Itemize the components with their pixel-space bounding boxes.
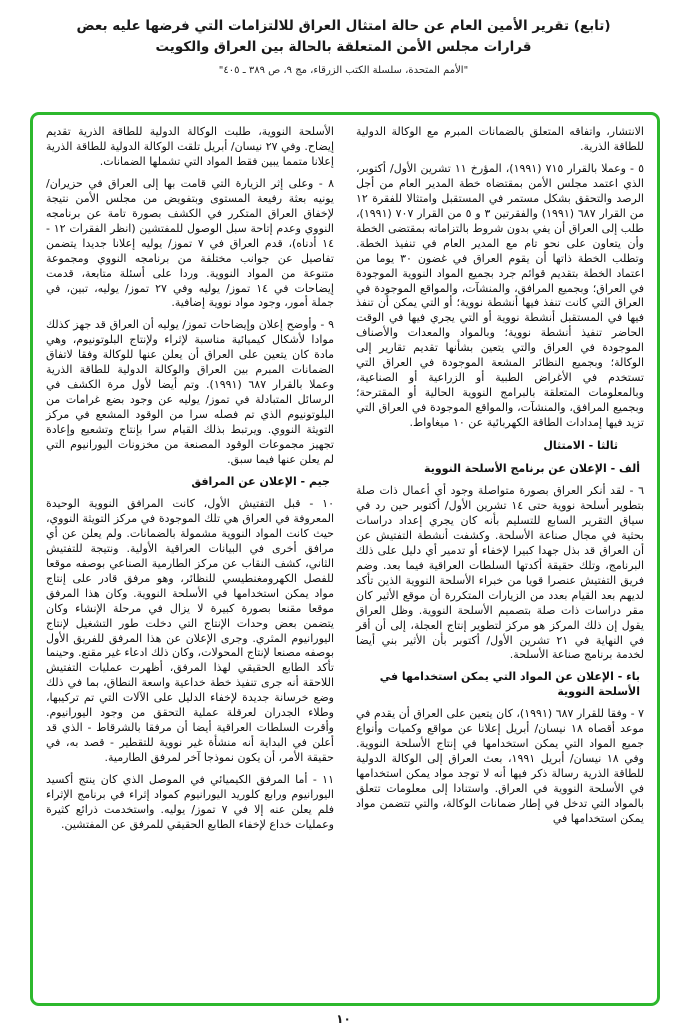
- report-source-citation: "الأمم المتحدة، سلسلة الكتب الزرقاء، مج ٩، ص ٣٨٩ ـ ٤٠٥": [218, 64, 469, 76]
- right-column: [356, 125, 644, 995]
- two-column-layout: [46, 125, 644, 995]
- document-header: [0, 0, 687, 76]
- section-heading-compliance: ثالثا - الامتثال: [543, 439, 618, 453]
- paragraph-8: ٨ - وعلى إثر الزيارة التي قامت بها إلى العراق في حزيران/ يونيه بعثة رفيعة المستوى وبتفويض من مجلس الأمن نتيجة لإخفاق العراق المتكرر في الكشف بصورة تامة عن برنامجه النووي وعدم إتاحة سبل الوصول للمفتشين (انظر الفقرات ١٢ - ١٤ أدناه)، قدم العراق في ٧ تموز/ يوليه إعلانا جديدا يتضمن تفاصيل عن جوانب مختلفة من برنامجه النووي ومجموعة متنوعة من المواد النووية. وردا على أسئلة متابعة، قدمت إيضاحات في ١٤ تموز/ يوليه وفي ٢٧ تموز/ يوليه، تبين، في جملة أمور، وجود مواد نووية إضافية.: [46, 176, 334, 310]
- paragraph-5: ٥ - وعملا بالقرار ٧١٥ (١٩٩١)، المؤرخ ١١ تشرين الأول/ أكتوبر، الذي اعتمد مجلس الأمن بمقتضاه خطة المدير العام من أجل الرصد والتحقق بشكل مستمر في المستقبل وامتثالا للفقرة ١٢ من القرار ٦٨٧ (١٩٩١) والفقرتين ٣ و ٥ من القرار ٧٠٧ (١٩٩١)، طلب إلى العراق أن يفي بدون شروط بالتزاماته بمقتضى الخطة وأن يتعاون على نحو تام مع المدير العام في تنفيذ الخطة. وتطلب الخطة ذاتها أن يقوم العراق في غضون ٣٠ يوما من اعتماد الخطة بتقديم قوائم جرد بجميع المواد النووية الموجودة في العراق؛ وبجميع المرافق، والمنشآت، والمواقع الموجودة في العراق التي كانت تنفذ فيها أنشطة نووية؛ أو التي يمكن أن تنفذ فيها في المستقبل أنشطة نووية أو التي يجري فيها في الوقت الحاضر تنفيذ أنشطة نووية؛ وبالمواد والمعدات والأصناف الموجودة في العراق والتي يتعين بشأنها تقديم تقارير إلى الوكالة؛ وبجميع النظائر المشعة الموجودة في العراق التي تستخدم في الأغراض الطبية أو الزراعية أو الصناعية، وبالمعلومات المتعلقة بالبرامج النووية الحالية أو المقترحة؛ وبجميع المرافق، والمنشآت، والمواقع الموجودة في العراق التي تزيد فيها إمدادات الطاقة الكهربائية عن ١٠ ميغاواط.: [356, 161, 645, 430]
- report-title-line-1: (تابع) تقرير الأمين العام عن حالة امتثال العراق للالتزامات التي فرضها عليه بعض: [76, 18, 611, 34]
- subsection-heading-alif: ألف - الإعلان عن برنامج الأسلحة النووية: [424, 462, 640, 476]
- page-number: ١٠: [336, 1012, 351, 1026]
- left-column: [46, 125, 334, 995]
- paragraph-9: ٩ - وأوضح إعلان وإيضاحات تموز/ يوليه أن العراق قد جهز كذلك موادا لأشكال كيميائية مناسبة لإثراء ولإنتاج البلوتونيوم، وهي مادة كان يتعين على العراق أن يعلن عنها للوكالة وفقا لاتفاق الضمانات المبرم بين العراق والوكالة الدولية للطاقة الذرية وعملا بالقرار ٦٨٧ (١٩٩١). وتم أيضا لأول مرة الكشف في الرسائل المتبادلة في تموز/ يوليه عن وجود بضع غرامات من البلوتونيوم الذي تم فصله سرا من الوقود المشعع في مركز التويثة النووي. ويرتبط بذلك القيام سرا بإنتاج وتشعيع وإعادة تجهيز مجموعات الوقود المصنعة من مخزونات اليورانيوم التي لم يعلن عنها فيما سبق.: [46, 318, 335, 467]
- paragraph-10: ١٠ - قبل التفتيش الأول، كانت المرافق النووية الوحيدة المعروفة في العراق هي تلك الموجودة في مركز التويثة النووي، حيث كانت المواد النووية مشمولة بالضمانات. ولم يعلن عن أي مرافق أخرى في البيانات العراقية الأولية. ونتيجة للتفتيش الثاني، كشف النقاب عن مركز الطارمية الصناعي بوصفه موقعا للفصل الكهرومغنطيسي للنظائر، وهو مرفق قادر على إنتاج مواد يمكن استخدامها في الأسلحة النووية. وكان هذا المرفق موقعا مقنعا بصورة كبيرة لا يزال في مرحلة الإنشاء وكان يتضمن بعض وحدات الإنتاج التي دخلت طور التشغيل لإنتاج اليورانيوم المثري. وجرى الإعلان عن هذا المرفق للفريق الأول بوصفه مصنعا لإنتاج المحولات، وكان ذلك ادعاء غير مقنع. وحينما تأكد الطابع الحقيقي لهذا المرفق، أظهرت عمليات التفتيش اللاحقة أنه جرى تنفيذ خطة خداعية واسعة النطاق، بما في ذلك وضع خرسانة جديدة لإخفاء الدليل على الآلات التي تم تركيبها، وطلاء الجدران لعرقلة عملية التحقق من وجود اليورانيوم. وأقرت السلطات العراقية أيضا أن مرفقا بالشرقاط - الذي قد أعلن في البداية أنه منشأة غير نووية للتقطير - قصد به، في حقيقة الأمر، أن يكون نموذجا آخر لمرفق الطارمية.: [46, 496, 334, 765]
- subsection-heading-jim: جيم - الإعلان عن المرافق: [191, 474, 330, 488]
- paragraph-continuation: الانتشار، واتفاقه المتعلق بالضمانات المبرم مع الوكالة الدولية للطاقة الذرية.: [356, 125, 644, 153]
- paragraph-6: ٦ - لقد أنكر العراق بصورة متواصلة وجود أي أعمال ذات صلة بتطوير أسلحة نووية حتى ١٤ تشرين الأول/ أكتوبر حين رد في سياق التقرير السابع للتسليم بأنه كان يجري إعداد دراسات بحثية في مجال صناعة الأسلحة. وكشفت أنشطة التفتيش عن أن العراق قد بذل جهدا كبيرا لإخفاء أو تدمير أي دليل على ذلك البرنامج، وتلك حقيقة أكدتها السلطات العراقية فيما بعد. وضم فريق التفتيش عنصرا قويا من خبراء الأسلحة النووية الذين تأكد لديهم بعد القيام بعدد من الزيارات المتكررة أن موقع الأثير كان مقر دراسات ذات صلة بتصميم الأسلحة النووية. وظل العراق يقول إن ذلك المركز هو مركز لتطوير إنتاج العجلة، إلى أن أقر في النهاية في ٢١ تشرين الأول/ أكتوبر بأن الأثير بني أيضا لخدمة برنامج صناعة الأسلحة.: [356, 483, 645, 662]
- green-border-content-box: [30, 112, 660, 1006]
- paragraph-11: ١١ - أما المرفق الكيميائي في الموصل الذي كان ينتج أكسيد اليورانيوم ورابع كلوريد اليورانيوم كمواد إثراء في برنامج الإثراء فلم يعلن عنه إلا في ٧ تموز/ يوليه. واستخدمت ذرائع كثيرة وعمليات خداع لإخفاء الطابع الحقيقي للمرفق عن المفتشين.: [46, 773, 335, 831]
- paragraph-7: ٧ - وفقا للقرار ٦٨٧ (١٩٩١)، كان يتعين على العراق أن يقدم في موعد أقصاه ١٨ نيسان/ أبريل إعلانا عن مواقع وكميات وأنواع جميع المواد التي يمكن استخدامها في إنتاج الأسلحة النووية. وفي ١٨ نيسان/ أبريل ١٩٩١، بعث العراق إلى الوكالة الدولية للطاقة الذرية رسالة ذكر فيها أنه لا توجد مواد يمكن استخدامها في الأسلحة النووية في العراق. واستنادا إلى معلومات تتعلق بالمواد التي تدخل في إطار ضمانات الوكالة، والتي تتضمن مواد يمكن استخدامها في: [356, 707, 645, 825]
- report-title-line-2: قرارات مجلس الأمن المتعلقة بالحالة بين العراق والكويت: [155, 38, 532, 55]
- paragraph-7-continuation: الأسلحة النووية، طلبت الوكالة الدولية للطاقة الذرية تقديم إيضاح. وفي ٢٧ نيسان/ أبريل تلقت الوكالة الدولية للطاقة الذرية إعلانا متمما يبين فقط المواد التي تشملها الضمانات.: [46, 125, 335, 168]
- subsection-heading-baa: باء - الإعلان عن المواد التي يمكن استخدامها في الأسلحة النووية: [379, 670, 640, 699]
